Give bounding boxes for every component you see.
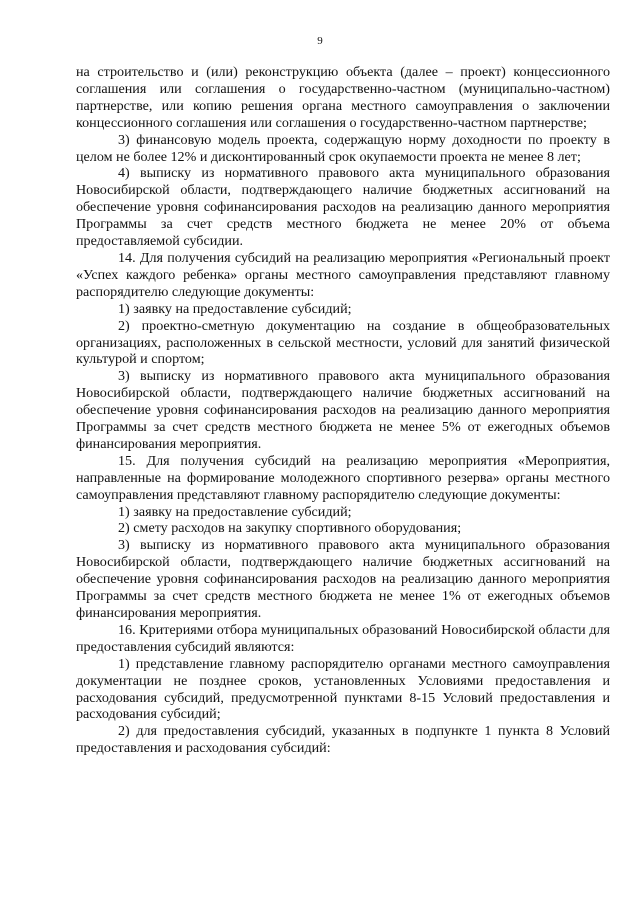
paragraph-section-16-item-2: 2) для предоставления субсидий, указанных в подпункте 1 пункта 8 Условий предоставления и расходования субсидий: bbox=[76, 723, 610, 757]
paragraph-section-14-item-2: 2) проектно-сметную документацию на создание в общеобразовательных организациях, расположенных в сельской местности, условий для занятий физической культурой и спортом; bbox=[76, 317, 610, 368]
paragraph-section-15-item-2: 2) смету расходов на закупку спортивного оборудования; bbox=[118, 520, 462, 537]
paragraph-section-16-item-1: 1) представление главному распорядителю органами местного самоуправления документации не позднее сроков, установленных Условиями предоставления и расходования субсидий, предусмотренной пунктами 8-15 Условий предоставления и расходования субсидий; bbox=[76, 655, 610, 723]
paragraph-item-4-budget-extract: 4) выписку из нормативного правового акта муниципального образования Новосибирской области, подтверждающего наличие бюджетных ассигнований на обеспечение уровня софинансирования расходов на реализацию данного мероприятия Программы за счет средств местного бюджета не менее 20% от объема предоставляемой субсидии. bbox=[76, 165, 610, 250]
paragraph-section-16: 16. Критериями отбора муниципальных образований Новосибирской области для предоставления субсидий являются: bbox=[76, 621, 610, 655]
paragraph-continuation: на строительство и (или) реконструкцию объекта (далее – проект) концессионного соглашения или соглашения о государственно-частном (муниципально-частном) партнерстве, или копию решения органа местного самоуправления о заключении концессионного соглашения или соглашения о государственно-частном партнерстве; bbox=[76, 64, 610, 131]
page-number: 9 bbox=[317, 35, 323, 47]
paragraph-section-14-item-1: 1) заявку на предоставление субсидий; bbox=[118, 300, 352, 317]
paragraph-section-14: 14. Для получения субсидий на реализацию мероприятия «Региональный проект «Успех каждого ребенка» органы местного самоуправления представляют главному распорядителю следующие документы: bbox=[76, 249, 610, 300]
document-body bbox=[76, 64, 610, 757]
paragraph-section-15-item-1: 1) заявку на предоставление субсидий; bbox=[118, 503, 352, 520]
paragraph-section-15: 15. Для получения субсидий на реализацию мероприятия «Мероприятия, направленные на формирование молодежного спортивного резерва» органы местного самоуправления представляют главному распорядителю следующие документы: bbox=[76, 452, 610, 503]
paragraph-section-15-item-3: 3) выписку из нормативного правового акта муниципального образования Новосибирской области, подтверждающего наличие бюджетных ассигнований на обеспечение уровня софинансирования расходов на реализацию данного мероприятия Программы за счет средств местного бюджета не менее 1% от ежегодных объемов финансирования мероприятия. bbox=[76, 537, 610, 621]
paragraph-section-14-item-3: 3) выписку из нормативного правового акта муниципального образования Новосибирской области, подтверждающего наличие бюджетных ассигнований на обеспечение уровня софинансирования расходов на реализацию данного мероприятия Программы за счет средств местного бюджета не менее 5% от ежегодных объемов финансирования мероприятия. bbox=[76, 368, 610, 452]
paragraph-item-3-financial-model: 3) финансовую модель проекта, содержащую норму доходности по проекту в целом не более 12% и дисконтированный срок окупаемости проекта не менее 8 лет; bbox=[76, 131, 610, 165]
